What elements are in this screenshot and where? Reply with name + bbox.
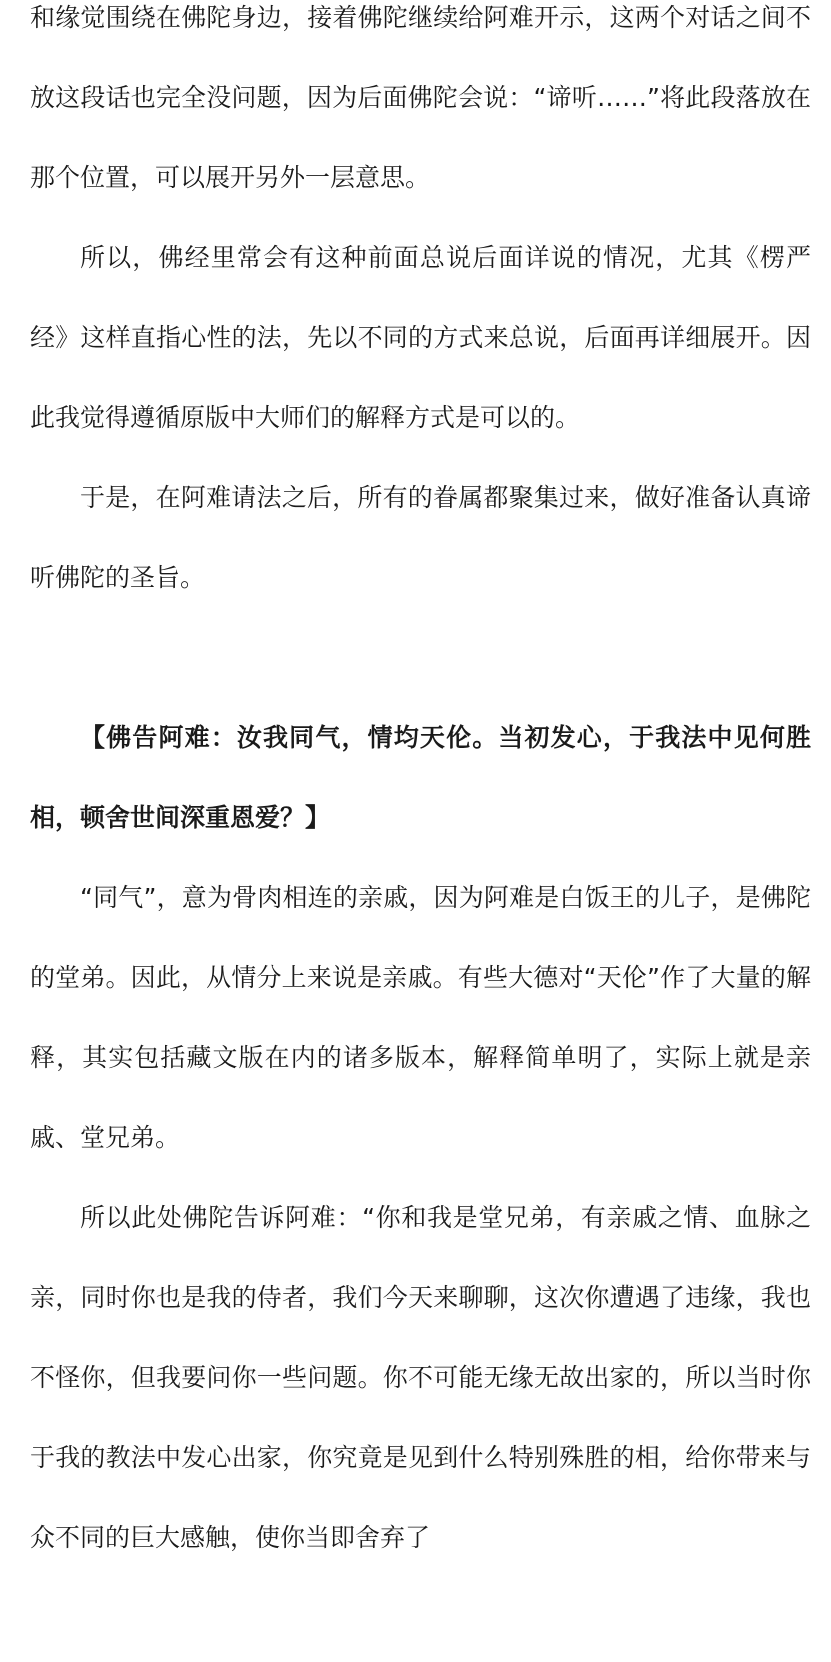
paragraph-assembly: 于是，在阿难请法之后，所有的眷属都聚集过来，做好准备认真谛听佛陀的圣旨。 <box>30 483 811 592</box>
section-spacer <box>30 618 811 698</box>
scripture-quote: 【佛告阿难：汝我同气，情均天伦。当初发心，于我法中见何胜相，顿舍世间深重恩爱？】 <box>30 723 811 832</box>
paragraph-buddha-asks: 所以此处佛陀告诉阿难：“你和我是堂兄弟，有亲戚之情、血脉之亲，同时你也是我的侍者，我们今天来聊聊，这次你遭遇了违缘，我也不怪你，但我要问你一些问题。你不可能无缘无故出家的，所以当时你于我的教法中发心出家，你究竟是见到什么特别殊胜的相，给你带来与众不同的巨大感触，使你当即舍弃了 <box>30 1203 811 1552</box>
article-body <box>30 0 811 1578</box>
paragraph-general-detail: 所以，佛经里常会有这种前面总说后面详说的情况，尤其《楞严经》这样直指心性的法，先以不同的方式来总说，后面再详细展开。因此我觉得遵循原版中大师们的解释方式是可以的。 <box>30 243 811 432</box>
paragraph-tongqi-explanation: “同气”，意为骨肉相连的亲戚，因为阿难是白饭王的儿子，是佛陀的堂弟。因此，从情分上来说是亲戚。有些大德对“天伦”作了大量的解释，其实包括藏文版在内的诸多版本，解释简单明了，实际上就是亲戚、堂兄弟。 <box>30 883 811 1152</box>
paragraph-continued: 和缘觉围绕在佛陀身边，接着佛陀继续给阿难开示，这两个对话之间不放这段话也完全没问题，因为后面佛陀会说：“谛听……”将此段落放在那个位置，可以展开另外一层意思。 <box>30 3 811 192</box>
